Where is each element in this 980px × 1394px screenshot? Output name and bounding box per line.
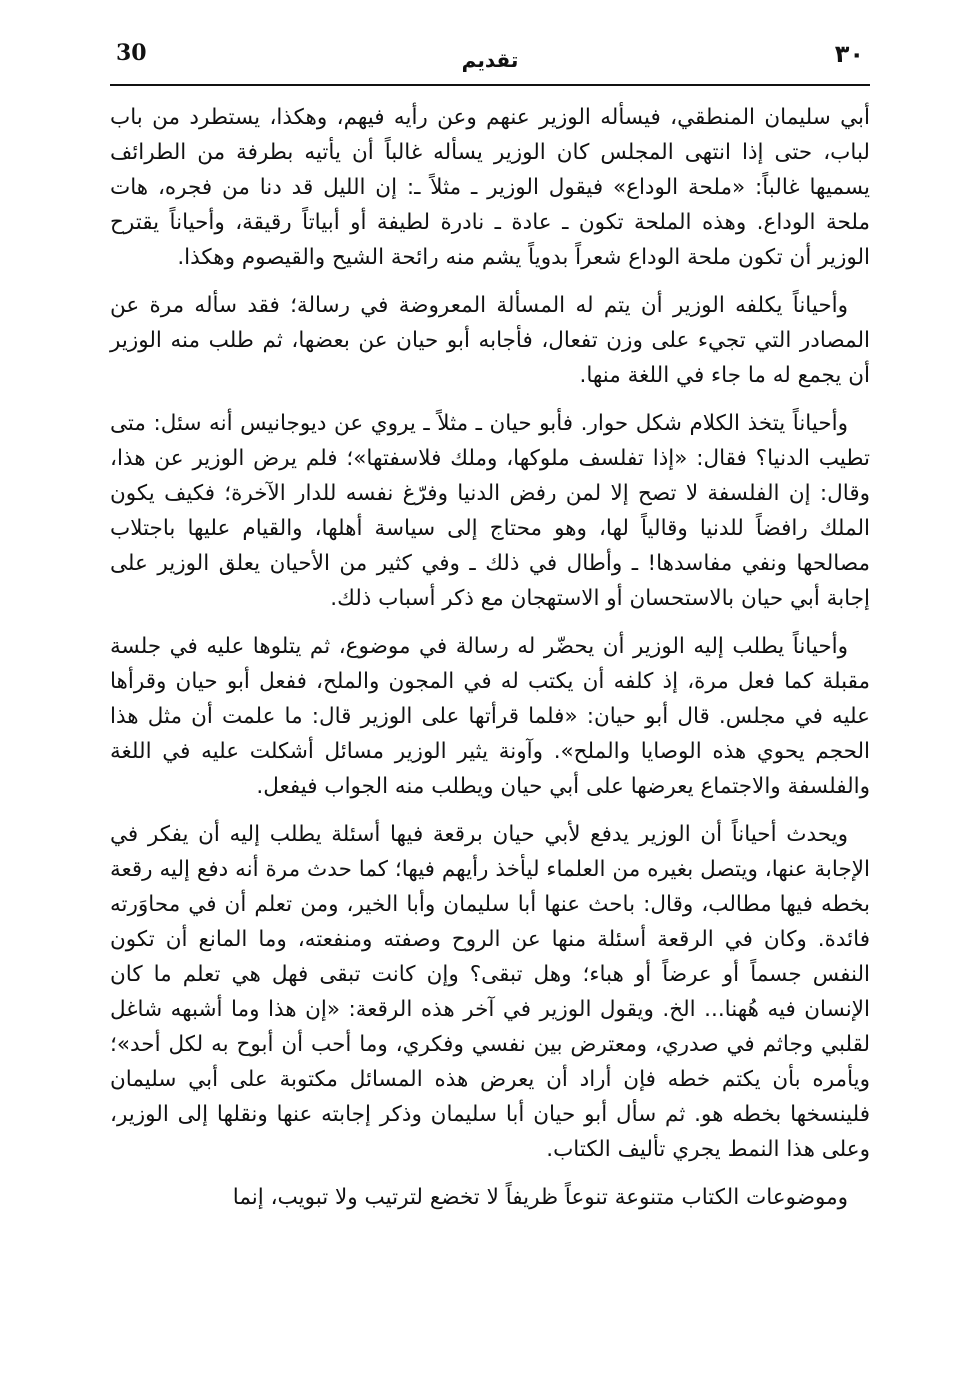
page-number-arabic: ٣٠ [834, 40, 864, 68]
running-title: تقديم [461, 48, 519, 72]
paragraph: وأحياناً يطلب إليه الوزير أن يحضّر له رسالة في موضوع، ثم يتلوها عليه في جلسة مقبلة كما فعل مرة، إذ كلفه أن يكتب له في المجون والملح، ففعل أبو حيان وقرأها عليه في مجلس. قال أبو حيان: «فلما قرأتها على الوزير قال: ما علمت أن مثل هذا الحجم يحوي هذه الوصايا والملح». وآونة يثير الوزير مسائل أشكلت عليه في اللغة والفلسفة والاجتماع يعرضها على أبي حيان ويطلب منه الجواب فيفعل. [110, 634, 870, 799]
page-header [110, 38, 870, 86]
page-number-latin: 30 [116, 40, 147, 66]
body-text [110, 100, 870, 1228]
paragraph: أبي سليمان المنطقي، فيسأله الوزير عنهم وعن رأيه فيهم، وهكذا، يستطرد من باب لباب، حتى إذا انتهى المجلس كان الوزير يسأله غالباً أن يأتيه بطرفة من الطرائف يسميها غالباً: «ملحة الوداع» فيقول الوزير ـ مثلاً ـ: إن الليل قد دنا من فجره، هات ملحة الوداع. وهذه الملحة تكون ـ عادة ـ نادرة لطيفة أو أبياتاً رقيقة، وأحياناً يقترح الوزير أن تكون ملحة الوداع شعراً بدوياً يشم منه رائحة الشيح والقيصوم وهكذا. [110, 105, 870, 270]
paragraph: وأحياناً يكلفه الوزير أن يتم له المسألة المعروضة في رسالة؛ فقد سأله مرة عن المصادر التي تجيء على وزن تفعال، فأجابه أبو حيان عن بعضها، ثم طلب منه الوزير أن يجمع له ما جاء في اللغة منها. [110, 293, 870, 388]
paragraph: وأحياناً يتخذ الكلام شكل حوار. فأبو حيان ـ مثلاً ـ يروي عن ديوجانيس أنه سئل: متى تطيب الدنيا؟ فقال: «إذا تفلسف ملوكها، وملك فلاسفتها»؛ فلم يرض الوزير عن هذا، وقال: إن الفلسفة لا تصح إلا لمن رفض الدنيا وفرّغ نفسه للدار الآخرة؛ فكيف يكون الملك رافضاً للدنيا وقالياً لها، وهو محتاج إلى سياسة أهلها، والقيام عليها باجتلاب مصالحها ونفي مفاسدها! ـ وأطال في ذلك ـ وفي كثير من الأحيان يعلق الوزير على إجابة أبي حيان بالاستحسان أو الاستهجان مع ذكر أسباب ذلك. [110, 411, 870, 611]
paragraph: وموضوعات الكتاب متنوعة تنوعاً ظريفاً لا تخضع لترتيب ولا تبويب، إنما [232, 1185, 848, 1210]
paragraph: ويحدث أحياناً أن الوزير يدفع لأبي حيان برقعة فيها أسئلة يطلب إليه أن يفكر في الإجابة عنها، ويتصل بغيره من العلماء ليأخذ رأيهم فيها؛ كما حدث مرة أنه دفع إليه رقعة بخطه فيها مطالب، وقال: باحث عنها أبا سليمان وأبا الخير، ومن تعلم أن في محاوَرته فائدة. وكان في الرقعة أسئلة منها عن الروح وصفته ومنفعته، وما المانع أن تكون النفس جسماً أو عرضاً أو هباء؛ وهل تبقى؟ وإن كانت تبقى فهل هي تعلم ما كان الإنسان فيه هُهنا... الخ. ويقول الوزير في آخر هذه الرقعة: «إن هذا وما أشبهه شاغل لقلبي وجاثم في صدري، ومعترض بين نفسي وفكري، وما أحب أن أبوح به لكل أحد»؛ ويأمره بأن يكتم خطه فإن أراد أن يعرض هذه المسائل مكتوبة على أبي سليمان فلينسخها بخطه هو. ثم سأل أبو حيان أبا سليمان وذكر إجابته عنها ونقلها إلى الوزير، وعلى هذا النمط يجري تأليف الكتاب. [110, 822, 870, 1162]
